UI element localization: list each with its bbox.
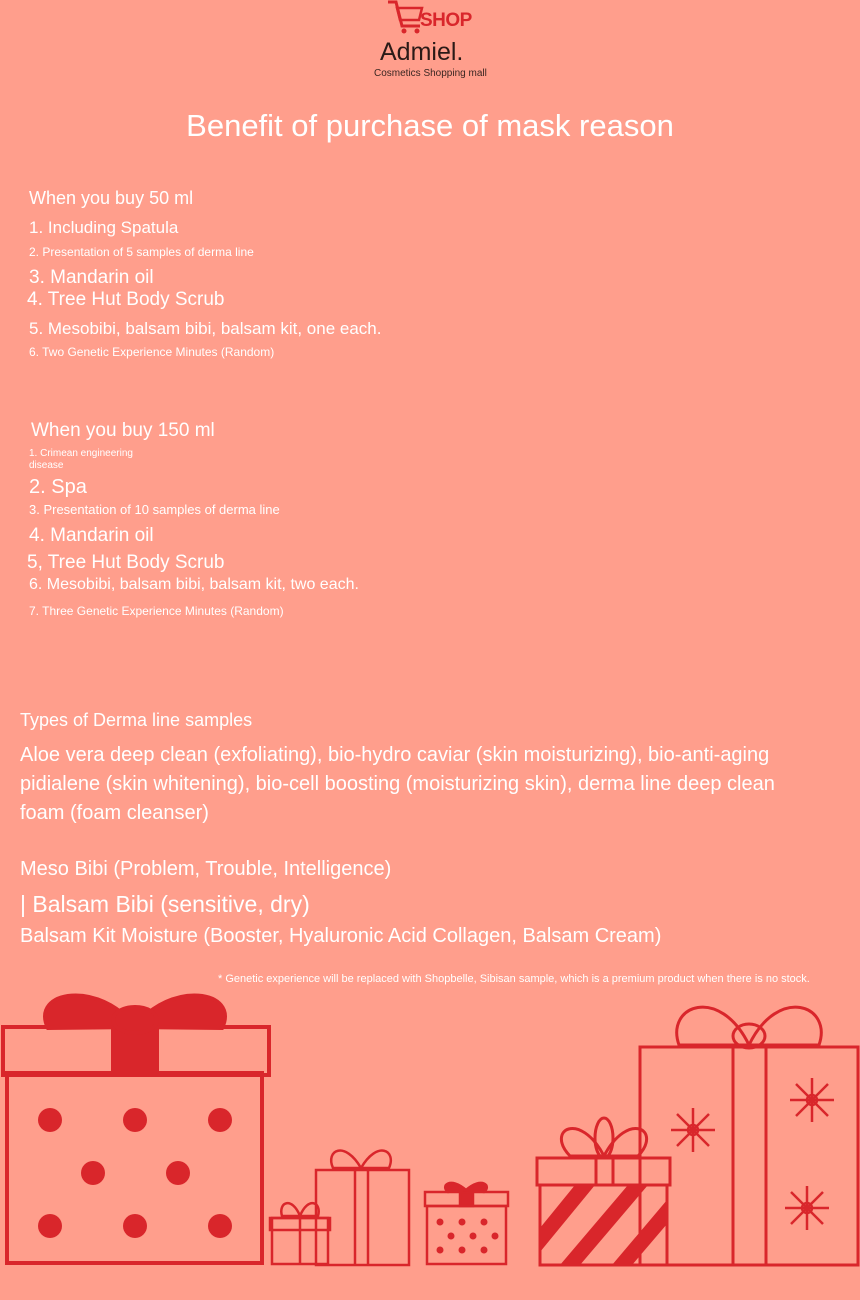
gift-icon [316, 1151, 409, 1265]
section-150ml-heading: When you buy 150 ml [31, 420, 215, 441]
product-meso-bibi: Meso Bibi (Problem, Trouble, Intelligence) [20, 858, 392, 880]
list-item: 7. Three Genetic Experience Minutes (Random) [29, 604, 284, 618]
list-item: disease [29, 460, 64, 471]
derma-heading: Types of Derma line samples [20, 710, 253, 730]
list-item: 6. Mesobibi, balsam bibi, balsam kit, two each. [29, 576, 359, 593]
derma-description: Aloe vera deep clean (exfoliating), bio-hydro caviar (skin moisturizing), bio-anti-aging pidialene (skin whitening), bio-cell boosting (moisturizing skin), derma line deep clean foam (foam cleanser) [20, 744, 775, 824]
list-item: 6. Two Genetic Experience Minutes (Random) [29, 345, 275, 359]
list-item: 1. Crimean engineering [29, 448, 133, 459]
list-item: 1. Including Spatula [29, 218, 179, 237]
list-item: 3. Mandarin oil [29, 267, 154, 288]
snowflake-icon [671, 1078, 834, 1230]
list-item: 2. Presentation of 5 samples of derma line [29, 245, 254, 259]
list-item: 5. Mesobibi, balsam bibi, balsam kit, one each. [29, 319, 382, 338]
list-item: 4. Mandarin oil [29, 525, 154, 546]
footnote: * Genetic experience will be replaced with Shopbelle, Sibisan sample, which is a premium product when there is no stock. [218, 973, 810, 985]
gift-boxes-illustration [0, 990, 860, 1300]
list-item: 3. Presentation of 10 samples of derma line [29, 502, 280, 517]
brand-name: Admiel. [380, 38, 464, 66]
gift-icon [640, 1007, 858, 1265]
page-title: Benefit of purchase of mask reason [186, 108, 674, 143]
gift-icon [270, 1203, 330, 1264]
list-item: 2. Spa [29, 476, 87, 498]
brand-tagline: Cosmetics Shopping mall [374, 68, 487, 79]
product-balsam-bibi: | Balsam Bibi (sensitive, dry) [20, 891, 310, 917]
product-balsam-kit: Balsam Kit Moisture (Booster, Hyaluronic Acid Collagen, Balsam Cream) [20, 925, 662, 947]
logo-shop-label: SHOP [420, 10, 472, 31]
list-item: 4. Tree Hut Body Scrub [27, 289, 225, 310]
list-item: 5, Tree Hut Body Scrub [27, 552, 225, 573]
section-50ml-heading: When you buy 50 ml [29, 188, 194, 208]
